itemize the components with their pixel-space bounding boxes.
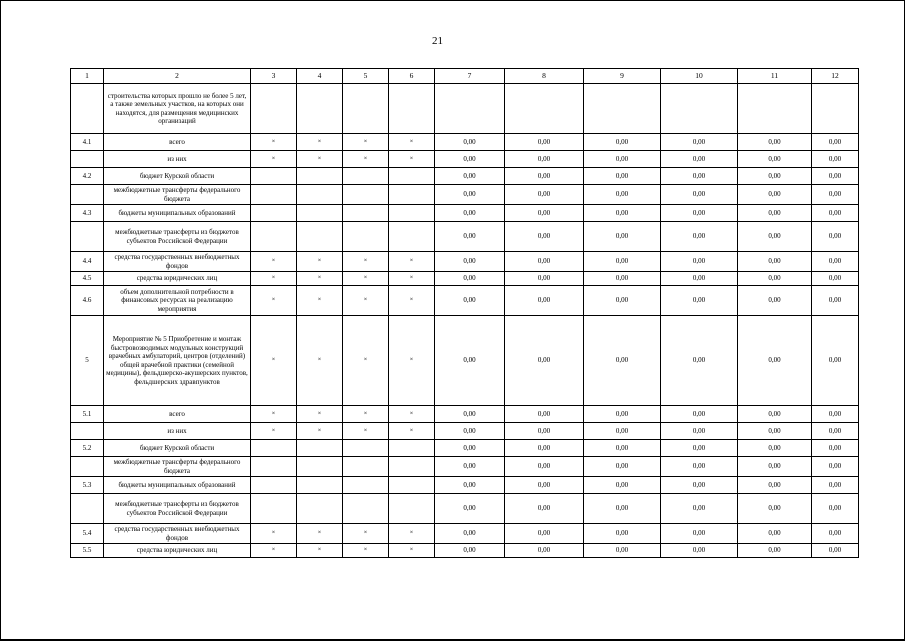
col-6-cell: × <box>389 423 435 440</box>
row-name: бюджет Курской области <box>104 440 251 457</box>
col-12-value: 0,00 <box>812 205 859 222</box>
col-3-cell: × <box>251 524 297 544</box>
col-3-cell <box>251 185 297 205</box>
col-4-cell <box>297 440 343 457</box>
col-3-cell <box>251 222 297 252</box>
col-9-value: 0,00 <box>584 252 661 272</box>
col-6-cell <box>389 440 435 457</box>
table-row <box>71 252 859 272</box>
col-11-value: 0,00 <box>738 205 812 222</box>
col-4-cell <box>297 84 343 134</box>
col-6-cell <box>389 185 435 205</box>
col-10-value: 0,00 <box>661 134 738 151</box>
table-row <box>71 168 859 185</box>
col-8-value: 0,00 <box>505 272 584 286</box>
col-9-value: 0,00 <box>584 316 661 406</box>
col-3-cell: × <box>251 316 297 406</box>
col-8-value: 0,00 <box>505 252 584 272</box>
col-11-value: 0,00 <box>738 524 812 544</box>
row-name: из них <box>104 423 251 440</box>
table-row <box>71 457 859 477</box>
col-9-value <box>584 84 661 134</box>
col-5-cell <box>343 168 389 185</box>
col-5-cell: × <box>343 252 389 272</box>
row-number: 5.2 <box>71 440 104 457</box>
col-10-value: 0,00 <box>661 272 738 286</box>
col-6-cell: × <box>389 544 435 558</box>
column-header: 7 <box>435 69 505 84</box>
col-12-value: 0,00 <box>812 494 859 524</box>
column-header: 8 <box>505 69 584 84</box>
col-8-value: 0,00 <box>505 544 584 558</box>
col-10-value: 0,00 <box>661 286 738 316</box>
col-6-cell: × <box>389 524 435 544</box>
col-6-cell: × <box>389 252 435 272</box>
column-header: 12 <box>812 69 859 84</box>
col-6-cell: × <box>389 272 435 286</box>
col-6-cell: × <box>389 406 435 423</box>
col-5-cell: × <box>343 406 389 423</box>
col-9-value: 0,00 <box>584 185 661 205</box>
row-number: 4.1 <box>71 134 104 151</box>
col-10-value: 0,00 <box>661 440 738 457</box>
col-12-value <box>812 84 859 134</box>
col-7-value: 0,00 <box>435 440 505 457</box>
col-9-value: 0,00 <box>584 477 661 494</box>
table-body <box>71 84 859 558</box>
col-12-value: 0,00 <box>812 457 859 477</box>
row-number: 5 <box>71 316 104 406</box>
row-name: объем дополнительной потребности в финансовых ресурсах на реализацию мероприятия <box>104 286 251 316</box>
col-3-cell: × <box>251 252 297 272</box>
table-row <box>71 477 859 494</box>
col-8-value: 0,00 <box>505 286 584 316</box>
col-4-cell <box>297 494 343 524</box>
col-3-cell <box>251 440 297 457</box>
col-5-cell <box>343 222 389 252</box>
row-name: бюджеты муниципальных образований <box>104 205 251 222</box>
row-name: межбюджетные трансферты из бюджетов субъектов Российской Федерации <box>104 494 251 524</box>
row-name: из них <box>104 151 251 168</box>
table-row <box>71 134 859 151</box>
col-12-value: 0,00 <box>812 286 859 316</box>
col-8-value: 0,00 <box>505 205 584 222</box>
col-8-value: 0,00 <box>505 185 584 205</box>
col-4-cell: × <box>297 134 343 151</box>
col-12-value: 0,00 <box>812 252 859 272</box>
column-header: 10 <box>661 69 738 84</box>
row-number: 4.6 <box>71 286 104 316</box>
col-10-value <box>661 84 738 134</box>
row-number <box>71 423 104 440</box>
col-11-value: 0,00 <box>738 272 812 286</box>
table-row <box>71 544 859 558</box>
column-header: 5 <box>343 69 389 84</box>
row-name: средства юридических лиц <box>104 544 251 558</box>
col-10-value: 0,00 <box>661 544 738 558</box>
col-8-value: 0,00 <box>505 423 584 440</box>
row-number <box>71 84 104 134</box>
col-8-value: 0,00 <box>505 457 584 477</box>
col-11-value: 0,00 <box>738 406 812 423</box>
col-5-cell <box>343 185 389 205</box>
col-8-value: 0,00 <box>505 316 584 406</box>
col-11-value: 0,00 <box>738 151 812 168</box>
col-10-value: 0,00 <box>661 524 738 544</box>
col-4-cell: × <box>297 524 343 544</box>
col-8-value: 0,00 <box>505 168 584 185</box>
col-6-cell <box>389 205 435 222</box>
row-name: межбюджетные трансферты из бюджетов субъектов Российской Федерации <box>104 222 251 252</box>
col-9-value: 0,00 <box>584 134 661 151</box>
row-number <box>71 185 104 205</box>
col-7-value: 0,00 <box>435 457 505 477</box>
col-12-value: 0,00 <box>812 406 859 423</box>
column-header: 4 <box>297 69 343 84</box>
col-7-value: 0,00 <box>435 134 505 151</box>
table-row <box>71 494 859 524</box>
col-3-cell: × <box>251 423 297 440</box>
col-5-cell <box>343 477 389 494</box>
col-7-value: 0,00 <box>435 423 505 440</box>
col-8-value: 0,00 <box>505 134 584 151</box>
column-header: 9 <box>584 69 661 84</box>
col-12-value: 0,00 <box>812 440 859 457</box>
row-name: Мероприятие № 5 Приобретение и монтаж быстровозводимых модульных конструкций врачебных амбулаторий, центров (отделений) общей врачебной практики (семейной медицины), фельдшерско-акушерских пунктов, фельдшерских здравпунктов <box>104 316 251 406</box>
col-4-cell <box>297 205 343 222</box>
table-row <box>71 272 859 286</box>
row-number: 4.5 <box>71 272 104 286</box>
col-4-cell <box>297 222 343 252</box>
col-5-cell: × <box>343 524 389 544</box>
column-header: 11 <box>738 69 812 84</box>
col-12-value: 0,00 <box>812 272 859 286</box>
col-12-value: 0,00 <box>812 524 859 544</box>
row-name: средства государственных внебюджетных фондов <box>104 252 251 272</box>
row-name: средства юридических лиц <box>104 272 251 286</box>
row-number: 5.1 <box>71 406 104 423</box>
col-12-value: 0,00 <box>812 134 859 151</box>
col-9-value: 0,00 <box>584 205 661 222</box>
col-10-value: 0,00 <box>661 406 738 423</box>
col-12-value: 0,00 <box>812 168 859 185</box>
col-8-value: 0,00 <box>505 494 584 524</box>
col-5-cell: × <box>343 272 389 286</box>
col-12-value: 0,00 <box>812 544 859 558</box>
col-4-cell: × <box>297 151 343 168</box>
col-7-value: 0,00 <box>435 252 505 272</box>
col-9-value: 0,00 <box>584 544 661 558</box>
col-6-cell: × <box>389 151 435 168</box>
col-10-value: 0,00 <box>661 168 738 185</box>
col-10-value: 0,00 <box>661 316 738 406</box>
col-9-value: 0,00 <box>584 457 661 477</box>
col-7-value: 0,00 <box>435 185 505 205</box>
col-4-cell: × <box>297 286 343 316</box>
row-number: 4.4 <box>71 252 104 272</box>
table-row <box>71 524 859 544</box>
col-9-value: 0,00 <box>584 406 661 423</box>
col-9-value: 0,00 <box>584 222 661 252</box>
row-name: бюджеты муниципальных образований <box>104 477 251 494</box>
col-7-value <box>435 84 505 134</box>
col-10-value: 0,00 <box>661 185 738 205</box>
column-header: 2 <box>104 69 251 84</box>
col-9-value: 0,00 <box>584 272 661 286</box>
col-5-cell: × <box>343 544 389 558</box>
row-number <box>71 222 104 252</box>
col-7-value: 0,00 <box>435 205 505 222</box>
col-3-cell: × <box>251 272 297 286</box>
col-6-cell <box>389 84 435 134</box>
table-row <box>71 406 859 423</box>
col-11-value: 0,00 <box>738 316 812 406</box>
table-row <box>71 151 859 168</box>
row-number <box>71 494 104 524</box>
col-11-value: 0,00 <box>738 544 812 558</box>
col-11-value: 0,00 <box>738 477 812 494</box>
col-5-cell <box>343 84 389 134</box>
row-number: 4.2 <box>71 168 104 185</box>
col-11-value: 0,00 <box>738 252 812 272</box>
col-8-value: 0,00 <box>505 222 584 252</box>
col-9-value: 0,00 <box>584 286 661 316</box>
col-10-value: 0,00 <box>661 222 738 252</box>
col-3-cell: × <box>251 286 297 316</box>
col-7-value: 0,00 <box>435 151 505 168</box>
table-row <box>71 185 859 205</box>
col-6-cell: × <box>389 316 435 406</box>
col-5-cell: × <box>343 286 389 316</box>
col-12-value: 0,00 <box>812 423 859 440</box>
row-name: средства государственных внебюджетных фондов <box>104 524 251 544</box>
col-10-value: 0,00 <box>661 494 738 524</box>
col-6-cell <box>389 494 435 524</box>
col-3-cell: × <box>251 406 297 423</box>
table-row <box>71 316 859 406</box>
col-7-value: 0,00 <box>435 316 505 406</box>
col-8-value: 0,00 <box>505 406 584 423</box>
col-7-value: 0,00 <box>435 494 505 524</box>
row-name: межбюджетные трансферты федерального бюджета <box>104 457 251 477</box>
col-4-cell: × <box>297 406 343 423</box>
column-header: 6 <box>389 69 435 84</box>
col-11-value: 0,00 <box>738 168 812 185</box>
col-5-cell: × <box>343 134 389 151</box>
col-5-cell <box>343 440 389 457</box>
col-10-value: 0,00 <box>661 151 738 168</box>
col-4-cell <box>297 457 343 477</box>
col-7-value: 0,00 <box>435 524 505 544</box>
col-11-value: 0,00 <box>738 440 812 457</box>
page-number: 21 <box>432 35 443 47</box>
col-5-cell: × <box>343 423 389 440</box>
col-3-cell <box>251 477 297 494</box>
col-4-cell: × <box>297 423 343 440</box>
col-7-value: 0,00 <box>435 168 505 185</box>
col-3-cell <box>251 457 297 477</box>
row-name: бюджет Курской области <box>104 168 251 185</box>
row-name: строительства которых прошло не более 5 лет, а также земельных участков, на которых они находятся, для размещения медицинских организаций <box>104 84 251 134</box>
col-10-value: 0,00 <box>661 252 738 272</box>
col-8-value: 0,00 <box>505 440 584 457</box>
col-9-value: 0,00 <box>584 494 661 524</box>
row-number <box>71 457 104 477</box>
column-header: 3 <box>251 69 297 84</box>
col-3-cell: × <box>251 151 297 168</box>
col-5-cell: × <box>343 151 389 168</box>
col-12-value: 0,00 <box>812 222 859 252</box>
col-6-cell: × <box>389 286 435 316</box>
col-6-cell <box>389 168 435 185</box>
col-12-value: 0,00 <box>812 477 859 494</box>
row-number: 5.5 <box>71 544 104 558</box>
col-9-value: 0,00 <box>584 440 661 457</box>
table-row <box>71 84 859 134</box>
row-number: 5.3 <box>71 477 104 494</box>
col-4-cell: × <box>297 316 343 406</box>
col-3-cell: × <box>251 544 297 558</box>
col-7-value: 0,00 <box>435 272 505 286</box>
col-11-value: 0,00 <box>738 134 812 151</box>
col-4-cell <box>297 477 343 494</box>
col-4-cell: × <box>297 252 343 272</box>
col-6-cell <box>389 222 435 252</box>
row-number <box>71 151 104 168</box>
col-3-cell: × <box>251 134 297 151</box>
col-11-value: 0,00 <box>738 222 812 252</box>
col-3-cell <box>251 494 297 524</box>
row-name: межбюджетные трансферты федерального бюджета <box>104 185 251 205</box>
col-12-value: 0,00 <box>812 151 859 168</box>
col-9-value: 0,00 <box>584 423 661 440</box>
col-12-value: 0,00 <box>812 185 859 205</box>
col-9-value: 0,00 <box>584 168 661 185</box>
col-4-cell <box>297 185 343 205</box>
col-6-cell <box>389 477 435 494</box>
col-6-cell <box>389 457 435 477</box>
col-11-value <box>738 84 812 134</box>
col-8-value: 0,00 <box>505 477 584 494</box>
col-8-value <box>505 84 584 134</box>
col-8-value: 0,00 <box>505 524 584 544</box>
col-9-value: 0,00 <box>584 524 661 544</box>
table-row <box>71 286 859 316</box>
col-5-cell <box>343 205 389 222</box>
col-10-value: 0,00 <box>661 457 738 477</box>
col-11-value: 0,00 <box>738 423 812 440</box>
col-8-value: 0,00 <box>505 151 584 168</box>
col-5-cell <box>343 457 389 477</box>
col-7-value: 0,00 <box>435 406 505 423</box>
table-header-row <box>71 69 859 84</box>
row-number: 5.4 <box>71 524 104 544</box>
col-9-value: 0,00 <box>584 151 661 168</box>
budget-table <box>70 68 859 558</box>
col-10-value: 0,00 <box>661 477 738 494</box>
col-12-value: 0,00 <box>812 316 859 406</box>
column-header: 1 <box>71 69 104 84</box>
table-row <box>71 205 859 222</box>
col-11-value: 0,00 <box>738 185 812 205</box>
col-7-value: 0,00 <box>435 286 505 316</box>
col-7-value: 0,00 <box>435 544 505 558</box>
table-row <box>71 423 859 440</box>
row-number: 4.3 <box>71 205 104 222</box>
col-10-value: 0,00 <box>661 205 738 222</box>
col-11-value: 0,00 <box>738 457 812 477</box>
table-row <box>71 222 859 252</box>
col-11-value: 0,00 <box>738 494 812 524</box>
col-4-cell: × <box>297 544 343 558</box>
col-10-value: 0,00 <box>661 423 738 440</box>
col-4-cell <box>297 168 343 185</box>
col-7-value: 0,00 <box>435 477 505 494</box>
col-3-cell <box>251 84 297 134</box>
col-5-cell <box>343 494 389 524</box>
row-name: всего <box>104 134 251 151</box>
row-name: всего <box>104 406 251 423</box>
col-11-value: 0,00 <box>738 286 812 316</box>
col-4-cell: × <box>297 272 343 286</box>
col-3-cell <box>251 168 297 185</box>
col-5-cell: × <box>343 316 389 406</box>
table-row <box>71 440 859 457</box>
col-7-value: 0,00 <box>435 222 505 252</box>
col-6-cell: × <box>389 134 435 151</box>
col-3-cell <box>251 205 297 222</box>
